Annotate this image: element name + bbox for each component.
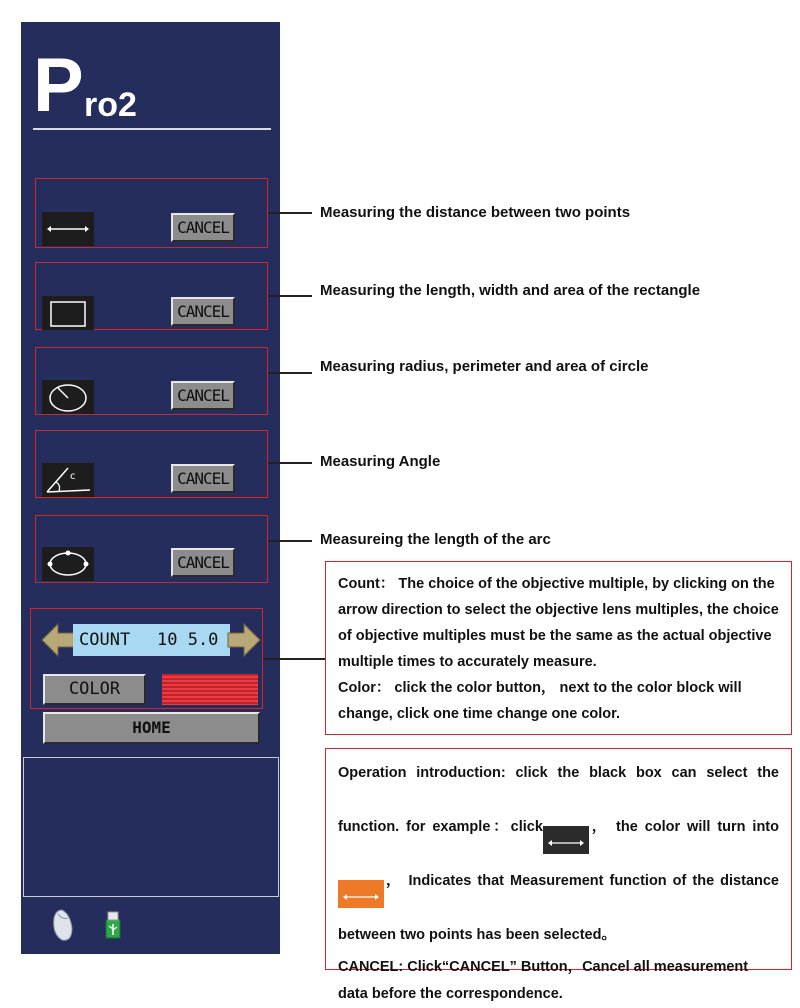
rectangle-measure-icon[interactable]	[42, 296, 94, 330]
connector-3	[268, 372, 312, 374]
line-measure-icon	[543, 826, 589, 854]
arrow-right-button[interactable]	[226, 622, 262, 658]
cancel-distance-button[interactable]: CANCEL	[171, 213, 235, 242]
arrow-left-button[interactable]	[40, 622, 76, 658]
line-measure-icon[interactable]	[42, 212, 94, 246]
line-measure-selected-icon	[338, 880, 384, 908]
objective-count-display	[73, 624, 230, 656]
home-button[interactable]: HOME	[43, 712, 260, 744]
color-swatch	[162, 674, 258, 705]
operation-turn-text: ， the color will turn into	[588, 819, 779, 835]
angle-measure-icon[interactable]	[42, 463, 94, 497]
desc-distance: Measuring the distance between two points	[320, 204, 631, 221]
operation-intro-paragraph	[338, 746, 779, 962]
cancel-circle-button[interactable]: CANCEL	[171, 381, 235, 410]
count-color-note	[325, 561, 792, 735]
count-value: 10 5.0	[157, 630, 219, 650]
mouse-icon	[48, 904, 78, 949]
connector-4	[268, 462, 312, 464]
desc-rectangle: Measuring the length, width and area of the rectangle	[320, 282, 701, 299]
usb-icon	[104, 910, 122, 945]
info-area	[23, 757, 279, 897]
operation-intro-text: Operation introduction: click the black box can select the function. for example：click	[338, 765, 779, 835]
logo-divider	[33, 128, 271, 130]
operation-note	[325, 748, 792, 1002]
svg-text:c: c	[70, 471, 76, 482]
logo-text: ro2	[84, 86, 137, 124]
desc-circle: Measuring radius, perimeter and area of circle	[320, 358, 649, 375]
operation-selected-text: ， Indicates that Measurement function of the distance between two points has been selected。	[338, 873, 779, 943]
count-label: COUNT	[79, 630, 131, 650]
color-button[interactable]: COLOR	[43, 674, 146, 705]
connector-5	[268, 540, 312, 542]
arc-measure-icon[interactable]	[42, 547, 94, 581]
cancel-arc-button[interactable]: CANCEL	[171, 548, 235, 577]
desc-arc: Measureing the length of the arc	[320, 531, 551, 548]
count-note-text: Count： The choice of the objective multiple, by clicking on the arrow direction to select the objective lens multiples, the choice of objective multiples must be the same as the actual objective multiple times to accurately measure.	[338, 576, 779, 670]
color-note-text: Color： click the color button， next to the color block will change, click one time change one color.	[338, 680, 742, 722]
cancel-angle-button[interactable]: CANCEL	[171, 464, 235, 493]
desc-angle: Measuring Angle	[320, 453, 441, 470]
cancel-rectangle-button[interactable]: CANCEL	[171, 297, 235, 326]
connector-6	[263, 658, 325, 660]
circle-measure-icon[interactable]	[42, 380, 94, 414]
logo-letter: P	[33, 43, 84, 128]
connector-2	[268, 295, 312, 297]
connector-1	[268, 212, 312, 214]
cancel-note-text: CANCEL: Click“CANCEL” Button，Cancel all measurement data before the correspondence.	[338, 959, 749, 1002]
